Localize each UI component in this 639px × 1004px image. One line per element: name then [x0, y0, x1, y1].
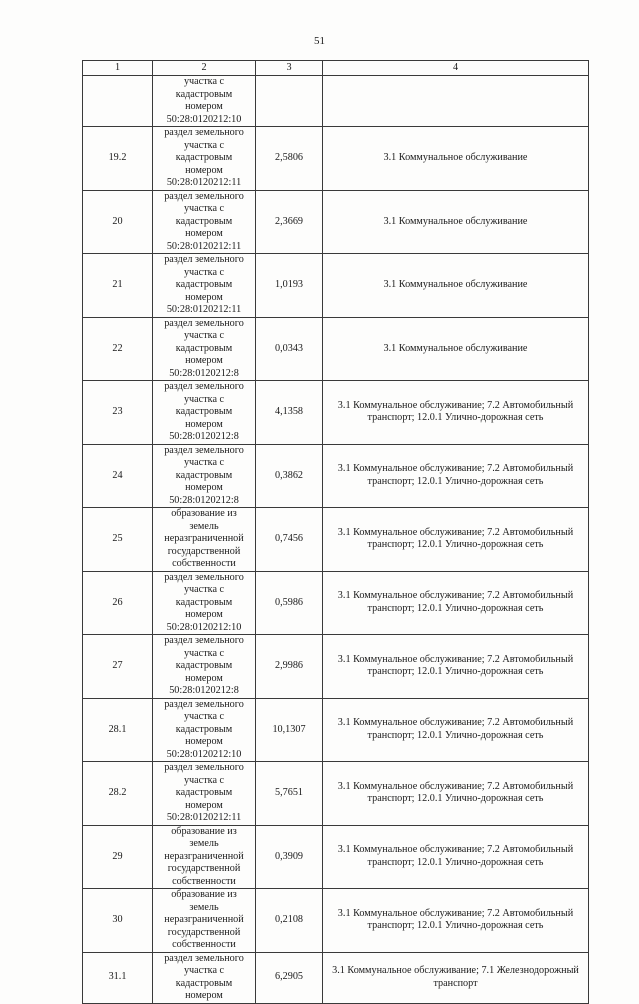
row-description: образование из земель неразграниченной государственной собственности — [153, 508, 256, 572]
row-land-use: 3.1 Коммунальное обслуживание; 7.2 Автомобильный транспорт; 12.0.1 Улично-дорожная сеть — [323, 508, 589, 572]
row-description: раздел земельного участка с кадастровым номером 50:28:0120212:11 — [153, 762, 256, 826]
row-land-use: 3.1 Коммунальное обслуживание — [323, 317, 589, 381]
row-land-use: 3.1 Коммунальное обслуживание; 7.2 Автомобильный транспорт; 12.0.1 Улично-дорожная сеть — [323, 381, 589, 445]
row-number: 20 — [83, 190, 153, 254]
row-land-use: 3.1 Коммунальное обслуживание; 7.2 Автомобильный транспорт; 12.0.1 Улично-дорожная сеть — [323, 698, 589, 762]
row-description: раздел земельного участка с кадастровым номером 50:28:0120212:8 — [153, 317, 256, 381]
row-land-use: 3.1 Коммунальное обслуживание; 7.2 Автомобильный транспорт; 12.0.1 Улично-дорожная сеть — [323, 571, 589, 635]
table-row — [83, 508, 589, 572]
row-area: 0,7456 — [256, 508, 323, 572]
row-land-use: 3.1 Коммунальное обслуживание — [323, 127, 589, 191]
table-row — [83, 571, 589, 635]
table-row — [83, 254, 589, 318]
row-number: 30 — [83, 889, 153, 953]
row-area: 0,2108 — [256, 889, 323, 953]
row-description: раздел земельного участка с кадастровым номером 50:28:0120212:8 — [153, 635, 256, 699]
row-description: раздел земельного участка с кадастровым номером 50:28:0120212:10 — [153, 571, 256, 635]
header-col-3: 3 — [256, 61, 323, 76]
row-area: 0,0343 — [256, 317, 323, 381]
row-number: 28.1 — [83, 698, 153, 762]
row-area: 4,1358 — [256, 381, 323, 445]
row-area: 5,7651 — [256, 762, 323, 826]
row-area: 0,5986 — [256, 571, 323, 635]
row-number: 19.2 — [83, 127, 153, 191]
row-land-use: 3.1 Коммунальное обслуживание; 7.2 Автомобильный транспорт; 12.0.1 Улично-дорожная сеть — [323, 635, 589, 699]
row-area: 0,3862 — [256, 444, 323, 508]
row-description: образование из земель неразграниченной государственной собственности — [153, 889, 256, 953]
header-col-1: 1 — [83, 61, 153, 76]
row-land-use: 3.1 Коммунальное обслуживание; 7.2 Автомобильный транспорт; 12.0.1 Улично-дорожная сеть — [323, 444, 589, 508]
header-col-2: 2 — [153, 61, 256, 76]
table-row — [83, 889, 589, 953]
row-description: раздел земельного участка с кадастровым номером — [153, 952, 256, 1003]
row-area: 2,9986 — [256, 635, 323, 699]
row-area: 2,3669 — [256, 190, 323, 254]
row-land-use: 3.1 Коммунальное обслуживание; 7.2 Автомобильный транспорт; 12.0.1 Улично-дорожная сеть — [323, 889, 589, 953]
row-area — [256, 76, 323, 127]
row-number: 28.2 — [83, 762, 153, 826]
table-row — [83, 952, 589, 1003]
row-number: 27 — [83, 635, 153, 699]
row-number: 22 — [83, 317, 153, 381]
table-row — [83, 635, 589, 699]
row-number: 29 — [83, 825, 153, 889]
row-land-use: 3.1 Коммунальное обслуживание — [323, 254, 589, 318]
row-number: 31.1 — [83, 952, 153, 1003]
table-row — [83, 825, 589, 889]
row-number — [83, 76, 153, 127]
row-number: 21 — [83, 254, 153, 318]
row-number: 25 — [83, 508, 153, 572]
page-number: 51 — [314, 35, 325, 47]
row-description: раздел земельного участка с кадастровым номером 50:28:0120212:8 — [153, 444, 256, 508]
row-description: образование из земель неразграниченной государственной собственности — [153, 825, 256, 889]
table-row — [83, 444, 589, 508]
table-row — [83, 762, 589, 826]
row-area: 10,1307 — [256, 698, 323, 762]
row-description: раздел земельного участка с кадастровым номером 50:28:0120212:11 — [153, 254, 256, 318]
row-area: 2,5806 — [256, 127, 323, 191]
table-row — [83, 698, 589, 762]
row-land-use: 3.1 Коммунальное обслуживание; 7.1 Железнодорожный транспорт — [323, 952, 589, 1003]
land-plot-table — [82, 60, 589, 1004]
table-row — [83, 381, 589, 445]
row-area: 1,0193 — [256, 254, 323, 318]
table-row — [83, 76, 589, 127]
table-row — [83, 190, 589, 254]
table-header-row — [83, 61, 589, 76]
table-row — [83, 127, 589, 191]
row-description: раздел земельного участка с кадастровым номером 50:28:0120212:10 — [153, 698, 256, 762]
row-description: раздел земельного участка с кадастровым номером 50:28:0120212:11 — [153, 190, 256, 254]
row-land-use: 3.1 Коммунальное обслуживание — [323, 190, 589, 254]
row-area: 6,2905 — [256, 952, 323, 1003]
row-land-use — [323, 76, 589, 127]
row-area: 0,3909 — [256, 825, 323, 889]
row-number: 26 — [83, 571, 153, 635]
row-land-use: 3.1 Коммунальное обслуживание; 7.2 Автомобильный транспорт; 12.0.1 Улично-дорожная сеть — [323, 762, 589, 826]
row-description: раздел земельного участка с кадастровым номером 50:28:0120212:8 — [153, 381, 256, 445]
header-col-4: 4 — [323, 61, 589, 76]
row-land-use: 3.1 Коммунальное обслуживание; 7.2 Автомобильный транспорт; 12.0.1 Улично-дорожная сеть — [323, 825, 589, 889]
table-row — [83, 317, 589, 381]
row-number: 23 — [83, 381, 153, 445]
row-description: раздел земельного участка с кадастровым номером 50:28:0120212:11 — [153, 127, 256, 191]
row-number: 24 — [83, 444, 153, 508]
row-description: участка с кадастровым номером 50:28:0120212:10 — [153, 76, 256, 127]
